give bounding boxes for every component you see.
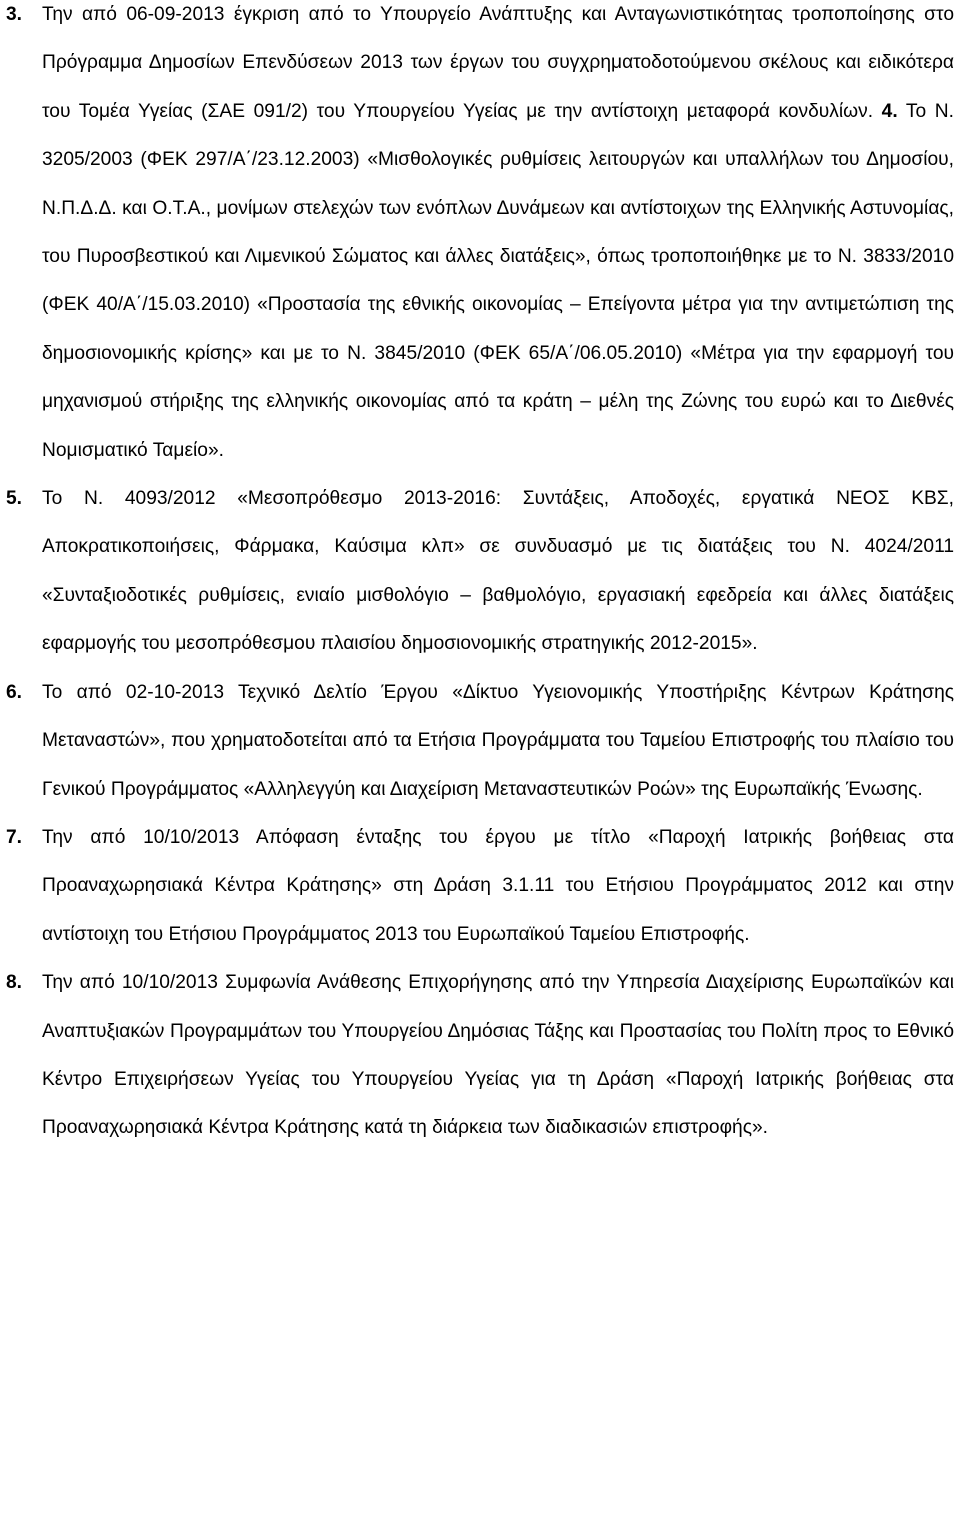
list-item-7 — [6, 814, 954, 959]
list-item-6 — [6, 669, 954, 814]
item-text: Το από 02-10-2013 Τεχνικό Δελτίο Έργου «Δίκτυο Υγειονομικής Υποστήριξης Κέντρων Κράτησης Μεταναστών», που χρηματοδοτείται από τα Ετήσια Προγράμματα του Ταμείου Επιστροφής του πλαίσιο του Γενικού Προγράμματος «Αλληλεγγύη και Διαχείριση Μεταναστευτικών Ροών» της Ευρωπαϊκής Ένωσης. — [42, 681, 954, 800]
list-item-8 — [6, 959, 954, 1153]
list-item-3 — [6, 0, 954, 475]
item-number: 4. — [881, 100, 898, 122]
item-text: Την από 10/10/2013 Απόφαση ένταξης του έργου με τίτλο «Παροχή Ιατρικής βοήθειας στα Προαναχωρησιακά Κέντρα Κράτησης» στη Δράση 3.1.11 του Ετήσιου Προγράμματος 2012 και στην αντίστοιχη του Ετήσιου Προγράμματος 2013 του Ευρωπαϊκού Ταμείου Επιστροφής. — [42, 826, 954, 945]
item-number: 7. — [6, 826, 23, 848]
item-number: 3. — [6, 4, 23, 25]
item-text: Την από 10/10/2013 Συμφωνία Ανάθεσης Επιχορήγησης από την Υπηρεσία Διαχείρισης Ευρωπαϊκών και Αναπτυξιακών Προγραμμάτων του Υπουργείου Δημόσιας Τάξης και Προστασίας του Πολίτη προς το Εθνικό Κέντρο Επιχειρήσεων Υγείας του Υπουργείου Υγείας για τη Δράση «Παροχή Ιατρικής βοήθειας στα Προαναχωρησιακά Κέντρα Κράτησης κατά τη διάρκεια των διαδικασιών επιστροφής». — [42, 972, 954, 1139]
item-text: Την από 06-09-2013 έγκριση από το Υπουργείο Ανάπτυξης και Ανταγωνιστικότητας τροποποίησης στο Πρόγραμμα Δημοσίων Επενδύσεων 2013 των έργων του συγχρηματοδοτούμενου σκέλους και ειδικότερα του Τομέα Υγείας (ΣΑΕ 091/2) του Υπουργείου Υγείας με την αντίστοιχη μεταφορά κονδυλίων. — [42, 4, 954, 122]
list-item-5 — [6, 475, 954, 669]
item-text: Το Ν. 4093/2012 «Μεσοπρόθεσμο 2013-2016: Συντάξεις, Αποδοχές, εργατικά ΝΕΟΣ ΚΒΣ, Αποκρατικοποιήσεις, Φάρμακα, Καύσιμα κλπ» σε συνδυασμό με τις διατάξεις του Ν. 4024/2011 «Συνταξιοδοτικές ρυθμίσεις, ενιαίο μισθολόγιο – βαθμολόγιο, εργασιακή εφεδρεία και άλλες διατάξεις εφαρμογής του μεσοπρόθεσμου πλαισίου δημοσιονομικής στρατηγικής 2012-2015». — [42, 488, 954, 655]
item-number: 5. — [6, 488, 23, 510]
item-text: Το Ν. 3205/2003 (ΦΕΚ 297/Α΄/23.12.2003) «Μισθολογικές ρυθμίσεις λειτουργών και υπαλλήλων του Δημοσίου, Ν.Π.Δ.Δ. και Ο.Τ.Α., μονίμων στελεχών των ενόπλων Δυνάμεων και αντίστοιχων της Ελληνικής Αστυνομίας, του Πυροσβεστικού και Λιμενικού Σώματος και άλλες διατάξεις», όπως τροποποιήθηκε με το Ν. 3833/2010 (ΦΕΚ 40/Α΄/15.03.2010) «Προστασία της εθνικής οικονομίας – Επείγοντα μέτρα για την αντιμετώπιση της δημοσιονομικής κρίσης» και με το Ν. 3845/2010 (ΦΕΚ 65/Α΄/06.05.2010) «Μέτρα για την εφαρμογή του μηχανισμού στήριξης της ελληνικής οικονομίας από τα κράτη – μέλη της Ζώνης του ευρώ και το Διεθνές Νομισματικό Ταμείο». — [42, 100, 954, 461]
item-number: 8. — [6, 972, 23, 994]
item-number: 6. — [6, 681, 23, 703]
